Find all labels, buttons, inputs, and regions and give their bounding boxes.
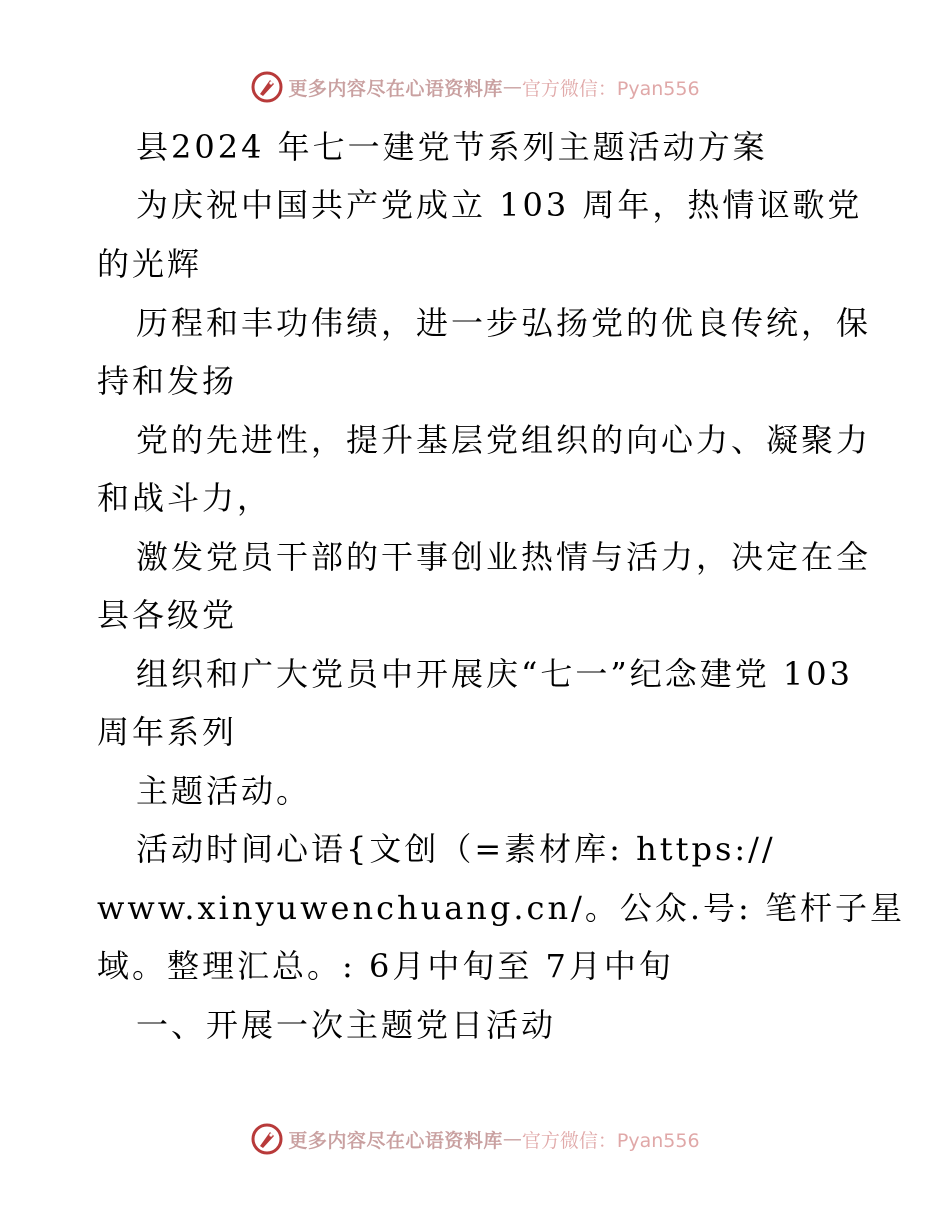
- header-banner: [0, 70, 950, 104]
- paragraph-line: 域。整理汇总。: 6月中旬至 7月中旬: [97, 947, 674, 985]
- banner-wechat: 官方微信：Pyan556: [521, 77, 700, 100]
- paragraph-line: www.xinyuwenchuang.cn/。公众.号: 笔杆子星: [97, 889, 905, 927]
- paragraph-line: 的光辉: [97, 245, 203, 283]
- pen-nib-logo-icon: [250, 1122, 284, 1156]
- banner-title: 更多内容尽在心语资料库: [288, 1129, 503, 1152]
- paragraph-line: 组织和广大党员中开展庆“七一”纪念建党 103: [136, 655, 853, 693]
- paragraph-line: 周年系列: [97, 713, 238, 751]
- paragraph-line: 县各级党: [97, 596, 238, 634]
- pen-nib-logo-icon: [250, 70, 284, 104]
- paragraph-line: 和战斗力，: [97, 479, 273, 517]
- section-heading: 一、开展一次主题党日活动: [136, 1006, 557, 1044]
- paragraph-line: 党的先进性，提升基层党组织的向心力、凝聚力: [136, 421, 872, 459]
- banner-separator: —: [502, 76, 522, 98]
- paragraph-line: 历程和丰功伟绩，进一步弘扬党的优良传统，保: [136, 304, 872, 342]
- paragraph-line: 主题活动。: [136, 772, 312, 810]
- banner-title: 更多内容尽在心语资料库: [288, 77, 503, 100]
- paragraph-line: 活动时间心语{文创（=素材库: https://: [136, 830, 776, 868]
- footer-banner: [0, 1122, 950, 1156]
- banner-wechat: 官方微信：Pyan556: [521, 1129, 700, 1152]
- banner-separator: —: [502, 1128, 522, 1150]
- document-title: 县2024 年七一建党节系列主题活动方案: [136, 128, 768, 166]
- paragraph-line: 为庆祝中国共产党成立 103 周年，热情讴歌党: [136, 186, 863, 224]
- paragraph-line: 激发党员干部的干事创业热情与活力，决定在全: [136, 538, 872, 576]
- paragraph-line: 持和发扬: [97, 362, 238, 400]
